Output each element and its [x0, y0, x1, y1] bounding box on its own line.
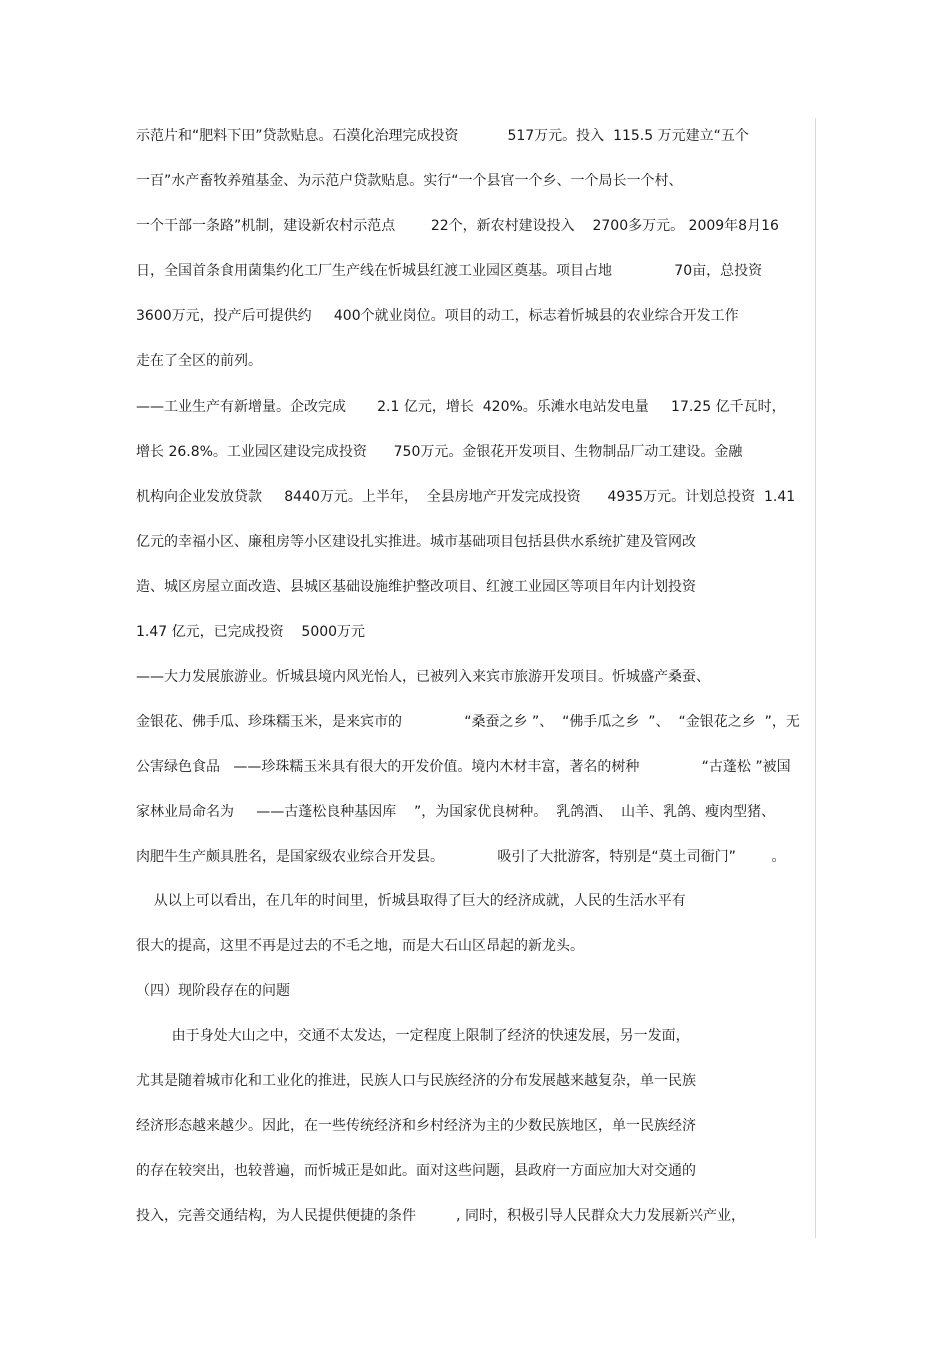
text-line: 公害绿色食品 ——珍珠糯玉米具有很大的开发价值。境内木材丰富，著名的树种 “古蓬松 ”被国	[136, 759, 791, 775]
text-line: 示范片和“肥料下田”贷款贴息。石漠化治理完成投资 517万元。投入 115.5 万元建立“五个	[136, 128, 749, 144]
text-line: 造、城区房屋立面改造、县城区基础设施维护整改项目、红渡工业园区等项目年内计划投资	[136, 579, 696, 595]
text-line: 经济形态越来越少。因此，在一些传统经济和乡村经济为主的少数民族地区，单一民族经济	[136, 1118, 696, 1134]
right-margin-rule	[815, 118, 816, 1238]
text-line: 一百”水产畜牧养殖基金、为示范户贷款贴息。实行“一个县官一个乡、一个局长一个村、	[136, 173, 683, 189]
text-line: 由于身处大山之中，交通不太发达，一定程度上限制了经济的快速发展，另一发面，	[136, 1028, 690, 1044]
text-line: 亿元的幸福小区、廉租房等小区建设扎实推进。城市基础项目包括县供水系统扩建及管网改	[136, 534, 696, 550]
text-line: ——工业生产有新增量。企改完成 2.1 亿元，增长 420%。乐滩水电站发电量 17.25 亿千瓦时，	[136, 399, 786, 415]
text-line: 机构向企业发放贷款 8440万元。上半年， 全县房地产开发完成投资 4935万元。计划总投资 1.41	[136, 489, 796, 505]
text-line: 金银花、佛手瓜、珍珠糯玉米，是来宾市的 “桑蚕之乡 ”、 “佛手瓜之乡 ”、 “金银花之乡 ”，无	[136, 714, 800, 730]
text-line: 很大的提高，这里不再是过去的不毛之地，而是大石山区昂起的新龙头。	[136, 938, 584, 954]
text-line: 3600万元，投产后可提供约 400个就业岗位。项目的动工，标志着忻城县的农业综合开发工作	[136, 308, 739, 324]
text-line: 一个干部一条路”机制，建设新农村示范点 22个，新农村建设投入 2700多万元。 2009年8月16	[136, 218, 779, 234]
text-line: 增长 26.8%。工业园区建设完成投资 750万元。金银花开发项目、生物制品厂动工建设。金融	[136, 444, 743, 460]
text-line: 肉肥牛生产颇具胜名，是国家级农业综合开发县。 吸引了大批游客，特别是“莫土司衙门” 。	[136, 849, 786, 865]
text-line: 的存在较突出，也较普遍，而忻城正是如此。面对这些问题，县政府一方面应加大对交通的	[136, 1163, 696, 1179]
text-line: 1.47 亿元，已完成投资 5000万元	[136, 624, 366, 640]
text-line: ——大力发展旅游业。忻城县境内风光怡人，已被列入来宾市旅游开发项目。忻城盛产桑蚕、	[136, 669, 710, 685]
text-line: 投入，完善交通结构，为人民提供便捷的条件 , 同时，积极引导人民群众大力发展新兴产业，	[136, 1208, 745, 1224]
text-line: 走在了全区的前列。	[136, 353, 262, 369]
text-line: 尤其是随着城市化和工业化的推进，民族人口与民族经济的分布发展越来越复杂，单一民族	[136, 1073, 696, 1089]
text-line: 日，全国首条食用菌集约化工厂生产线在忻城县红渡工业园区奠基。项目占地 70亩，总投资	[136, 263, 763, 279]
text-line: 从以上可以看出，在几年的时间里，忻城县取得了巨大的经济成就，人民的生活水平有	[136, 893, 686, 909]
text-line: 家林业局命名为 ——古蓬松良种基因库 ”，为国家优良树种。 乳鸽酒、 山羊、乳鸽、瘦肉型猪、	[136, 804, 776, 820]
section-heading: （四）现阶段存在的问题	[136, 983, 290, 999]
